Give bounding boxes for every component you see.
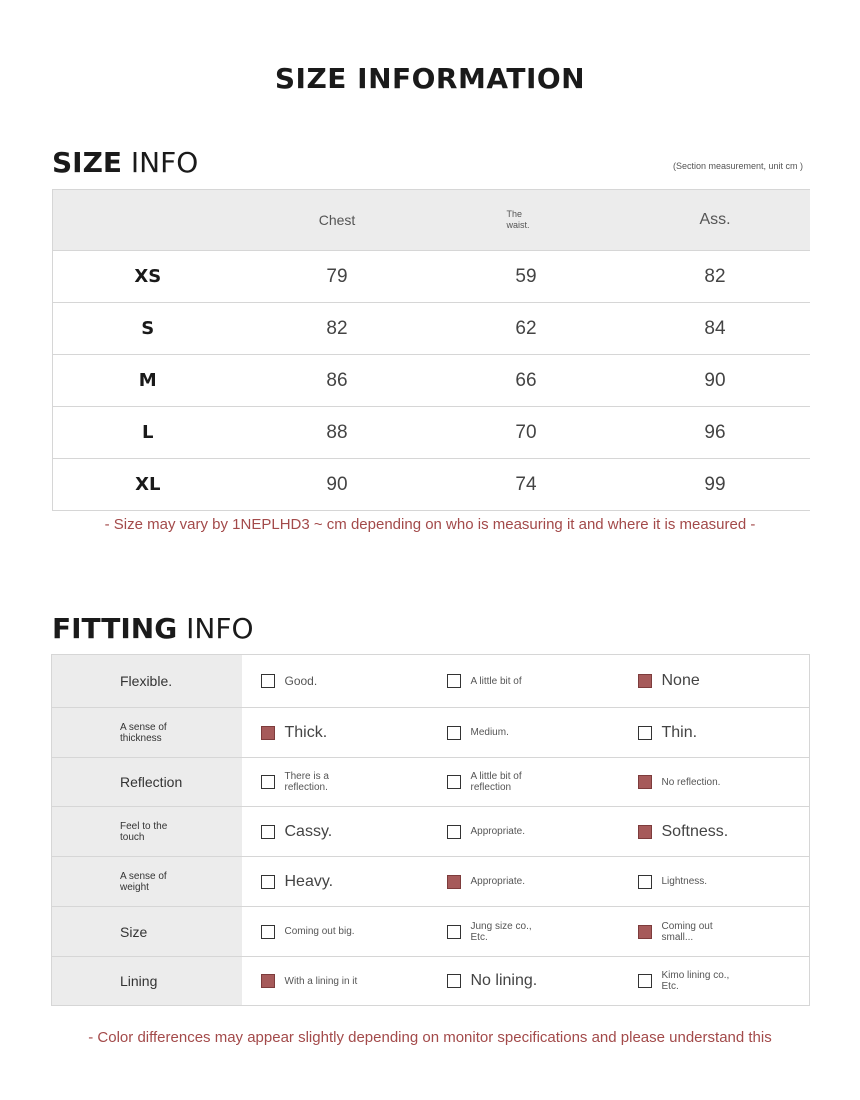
fitting-option[interactable] [619,875,810,889]
unchecked-checkbox[interactable] [638,875,652,889]
fitting-option-cell [619,957,810,1006]
fitting-row [52,807,810,857]
fitting-row-label: Size [52,907,242,957]
fitting-option-label: Lightness. [661,876,708,887]
size-label: M [53,355,243,407]
fitting-option-label: Thick. [284,723,328,741]
fitting-option-cell [619,807,810,857]
fitting-option[interactable] [619,775,810,789]
fitting-option[interactable] [242,974,428,988]
size-value-cell: 82 [243,303,432,355]
fitting-option-label: Medium. [470,727,509,738]
size-value-cell: 88 [243,407,432,459]
unchecked-checkbox[interactable] [447,775,461,789]
unchecked-checkbox[interactable] [638,726,652,740]
size-row [53,459,810,511]
fitting-option[interactable] [619,672,810,690]
fitting-option[interactable] [242,674,428,688]
size-row [53,355,810,407]
fitting-option-cell [242,857,428,907]
checked-checkbox[interactable] [447,875,461,889]
fitting-option-label: A little bit of reflection [470,771,522,793]
size-value-cell: 62 [432,303,621,355]
size-table-header [53,190,810,251]
unchecked-checkbox[interactable] [447,674,461,688]
fitting-row [52,907,810,957]
fitting-row [52,708,810,758]
column-header-waist: The waist. [432,190,621,251]
size-value-cell: 86 [243,355,432,407]
fitting-option[interactable] [619,724,810,742]
fitting-option-label: Appropriate. [470,826,525,837]
fitting-heading-bold: FITTING [52,612,178,645]
fitting-option-label: Coming out small... [661,920,713,943]
fitting-option-label: There is a reflection. [284,771,329,793]
size-value-cell: 84 [621,303,810,355]
fitting-option-cell [428,807,619,857]
fitting-option-label: With a lining in it [284,975,358,987]
fitting-option-label: A little bit of [470,675,522,687]
checked-checkbox[interactable] [638,925,652,939]
size-value-cell: 90 [621,355,810,407]
fitting-table [51,654,810,1006]
size-label: XS [53,251,243,303]
size-value-cell: 66 [432,355,621,407]
fitting-heading-light: INFO [186,612,254,645]
fitting-option-cell [242,708,428,758]
size-label: L [53,407,243,459]
fitting-option-cell [428,758,619,807]
fitting-row-label: Flexible. [52,655,242,708]
fitting-option[interactable] [428,726,619,740]
fitting-option-label: Cassy. [284,822,333,840]
color-note: - Color differences may appear slightly depending on monitor specifications and please understand this [88,1029,772,1046]
fitting-option-label: Jung size co., Etc. [470,920,532,943]
size-value-cell: 79 [243,251,432,303]
fitting-option-label: Good. [284,674,318,688]
checked-checkbox[interactable] [261,726,275,740]
size-value-cell: 82 [621,251,810,303]
fitting-option-label: No reflection. [661,776,721,788]
size-note: - Size may vary by 1NEPLHD3 ~ cm depending on who is measuring it and where it is measured - [104,516,756,533]
fitting-option-cell [428,655,619,708]
fitting-row-label: A sense of weight [52,857,242,907]
unchecked-checkbox[interactable] [447,726,461,740]
fitting-option-cell [619,907,810,957]
fitting-row-label: A sense of thickness [52,708,242,758]
size-table [52,189,810,511]
unchecked-checkbox[interactable] [261,925,275,939]
unchecked-checkbox[interactable] [261,775,275,789]
column-header-chest: Chest [243,190,432,251]
unchecked-checkbox[interactable] [261,825,275,839]
fitting-option[interactable] [242,771,428,793]
size-info-heading [52,146,198,179]
fitting-row-label: Feel to the touch [52,807,242,857]
unchecked-checkbox[interactable] [261,674,275,688]
size-value-cell: 99 [621,459,810,511]
fitting-option-cell [428,907,619,957]
fitting-option[interactable] [619,823,810,841]
checked-checkbox[interactable] [638,674,652,688]
fitting-option-cell [242,907,428,957]
fitting-option-label: No lining. [470,972,538,989]
fitting-row [52,857,810,907]
fitting-option[interactable] [428,921,619,943]
fitting-option[interactable] [428,825,619,839]
size-row [53,251,810,303]
fitting-row [52,655,810,708]
size-header-empty [53,190,243,251]
fitting-option-cell [242,655,428,708]
fitting-option-cell [619,758,810,807]
fitting-option-label: Softness. [661,822,729,840]
size-label: S [53,303,243,355]
fitting-option[interactable] [619,970,810,992]
unchecked-checkbox[interactable] [638,974,652,988]
size-row [53,407,810,459]
fitting-option[interactable] [242,925,428,939]
fitting-row [52,957,810,1006]
checked-checkbox[interactable] [638,825,652,839]
checked-checkbox[interactable] [261,974,275,988]
column-header-ass: Ass. [621,190,810,251]
unchecked-checkbox[interactable] [447,825,461,839]
fitting-option-cell [428,857,619,907]
fitting-row-label: Reflection [52,758,242,807]
fitting-option-cell [242,758,428,807]
fitting-option-cell [619,655,810,708]
size-value-cell: 59 [432,251,621,303]
fitting-option[interactable] [428,875,619,889]
unchecked-checkbox[interactable] [261,875,275,889]
size-heading-bold: SIZE [52,146,123,179]
size-label: XL [53,459,243,511]
fitting-option-label: Coming out big. [284,926,355,937]
page-title: SIZE INFORMATION [274,62,586,95]
fitting-option[interactable] [242,724,428,742]
fitting-option-label: Appropriate. [470,876,525,887]
fitting-row-label: Lining [52,957,242,1006]
unit-note: (Section measurement, unit cm ) [673,161,804,171]
fitting-option-cell [428,708,619,758]
size-row [53,303,810,355]
fitting-option-cell [242,957,428,1006]
size-value-cell: 90 [243,459,432,511]
fitting-option[interactable] [428,972,619,990]
fitting-option[interactable] [242,823,428,841]
size-value-cell: 96 [621,407,810,459]
unchecked-checkbox[interactable] [447,925,461,939]
fitting-option-cell [619,708,810,758]
size-heading-light: INFO [130,146,199,179]
fitting-option[interactable] [242,873,428,891]
fitting-option-cell [619,857,810,907]
fitting-option-label: Kimo lining co., Etc. [661,970,730,992]
size-value-cell: 74 [432,459,621,511]
fitting-option-cell [428,957,619,1006]
fitting-option[interactable] [619,921,810,943]
fitting-option-label: Heavy. [284,872,334,890]
fitting-row [52,758,810,807]
fitting-info-heading [52,612,254,645]
fitting-option[interactable] [428,771,619,793]
size-value-cell: 70 [432,407,621,459]
fitting-option-label: None [661,672,700,689]
fitting-option[interactable] [428,674,619,688]
fitting-option-label: Thin. [661,723,698,741]
checked-checkbox[interactable] [638,775,652,789]
fitting-option-cell [242,807,428,857]
unchecked-checkbox[interactable] [447,974,461,988]
